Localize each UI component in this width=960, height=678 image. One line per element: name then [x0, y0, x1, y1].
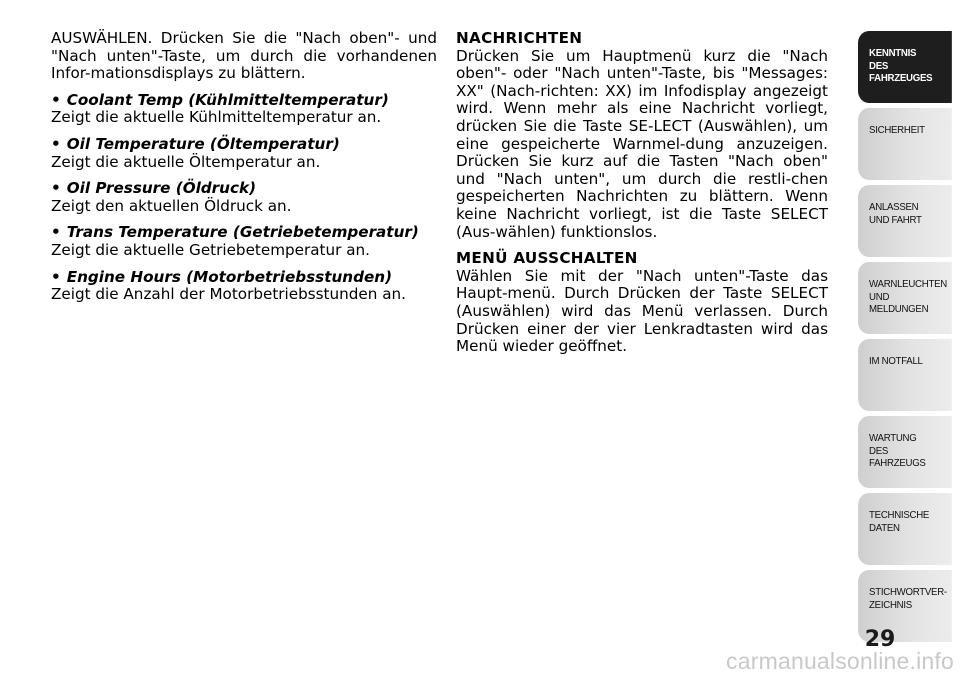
watermark: carmanualsonline.info — [726, 648, 954, 674]
list-item-engine-hours — [51, 269, 437, 304]
list-item-description: Zeigt die aktuelle Kühlmitteltemperatur an. — [51, 108, 382, 127]
list-item-title: • Oil Pressure (Öldruck) — [51, 179, 257, 198]
list-item-trans-temperature — [51, 224, 437, 259]
list-item-description: Zeigt die aktuelle Öltemperatur an. — [51, 152, 321, 171]
list-item-title: • Oil Temperature (Öltemperatur) — [51, 134, 340, 153]
list-item-oil-pressure — [51, 180, 437, 215]
list-item-description: Zeigt die aktuelle Getriebetemperatur an. — [51, 240, 370, 259]
tab-warnleuchten-und-meldungen[interactable]: WARNLEUCHTEN UND MELDUNGEN — [858, 262, 952, 334]
tab-wartung-des-fahrzeugs[interactable]: WARTUNG DES FAHRZEUGS — [858, 416, 952, 488]
list-item-title: • Trans Temperature (Getriebetemperatur) — [51, 223, 419, 242]
page-number: 29 — [864, 627, 896, 652]
tab-anlassen-und-fahrt[interactable]: ANLASSEN UND FAHRT — [858, 185, 952, 257]
bullet-icon: • — [51, 134, 61, 153]
tab-technische-daten[interactable]: TECHNISCHE DATEN — [858, 493, 952, 565]
bullet-icon: • — [51, 179, 61, 198]
intro-paragraph: AUSWÄHLEN. Drücken Sie die "Nach oben"- und "Nach unten"-Taste, um durch die vorhandenen Infor-mationsdisplays zu blättern. — [51, 29, 437, 83]
list-item-oil-temperature — [51, 136, 437, 171]
section-menu-ausschalten — [456, 250, 828, 356]
bullet-icon: • — [51, 267, 61, 286]
left-column — [51, 30, 437, 313]
section-body: Wählen Sie mit der "Nach unten"-Taste das Haupt-menü. Durch Drücken der Taste SELECT (Auswählen) wird das Menü verlassen. Durch Drücken einer der vier Lenkradtasten wird das Menü wieder geöffnet. — [456, 266, 828, 356]
list-item-title: • Engine Hours (Motorbetriebsstunden) — [51, 267, 393, 286]
tab-stichwortverzeichnis[interactable]: STICHWORTVER- ZEICHNIS — [858, 570, 952, 642]
section-heading: NACHRICHTEN — [456, 29, 583, 47]
list-item-description: Zeigt den aktuellen Öldruck an. — [51, 196, 292, 215]
section-nachrichten — [456, 30, 828, 241]
list-item-title: • Coolant Temp (Kühlmitteltemperatur) — [51, 90, 389, 109]
tab-im-notfall[interactable]: IM NOTFALL — [858, 339, 952, 411]
section-body: Drücken Sie um Hauptmenü kurz die "Nach oben"- oder "Nach unten"-Taste, bis "Messages: XX" (Nach-richten: XX) im Infodisplay angezeigt wird. Wenn mehr als eine Nachricht vorliegt, drücken Sie die Taste SE-LECT (Auswählen), um eine gespeicherte Warnmel-dung anzuzeigen. Drücken Sie kurz auf die Tasten "Nach oben" und "Nach unten", um durch die restli-chen gespeicherten Nachrichten zu blättern. Wenn keine Nachricht vorliegt, ist die Taste SELECT (Aus-wählen) funktionslos. — [456, 46, 828, 241]
tab-sicherheit[interactable]: SICHERHEIT — [858, 108, 952, 180]
list-item-coolant-temp — [51, 92, 437, 127]
bullet-icon: • — [51, 223, 61, 242]
right-column — [456, 30, 828, 365]
tab-kenntnis-des-fahrzeuges[interactable]: KENNTNIS DES FAHRZEUGES — [858, 31, 952, 103]
bullet-icon: • — [51, 90, 61, 109]
chapter-tabs — [858, 31, 960, 647]
list-item-description: Zeigt die Anzahl der Motorbetriebsstunden an. — [51, 285, 406, 304]
section-heading: MENÜ AUSSCHALTEN — [456, 249, 638, 268]
